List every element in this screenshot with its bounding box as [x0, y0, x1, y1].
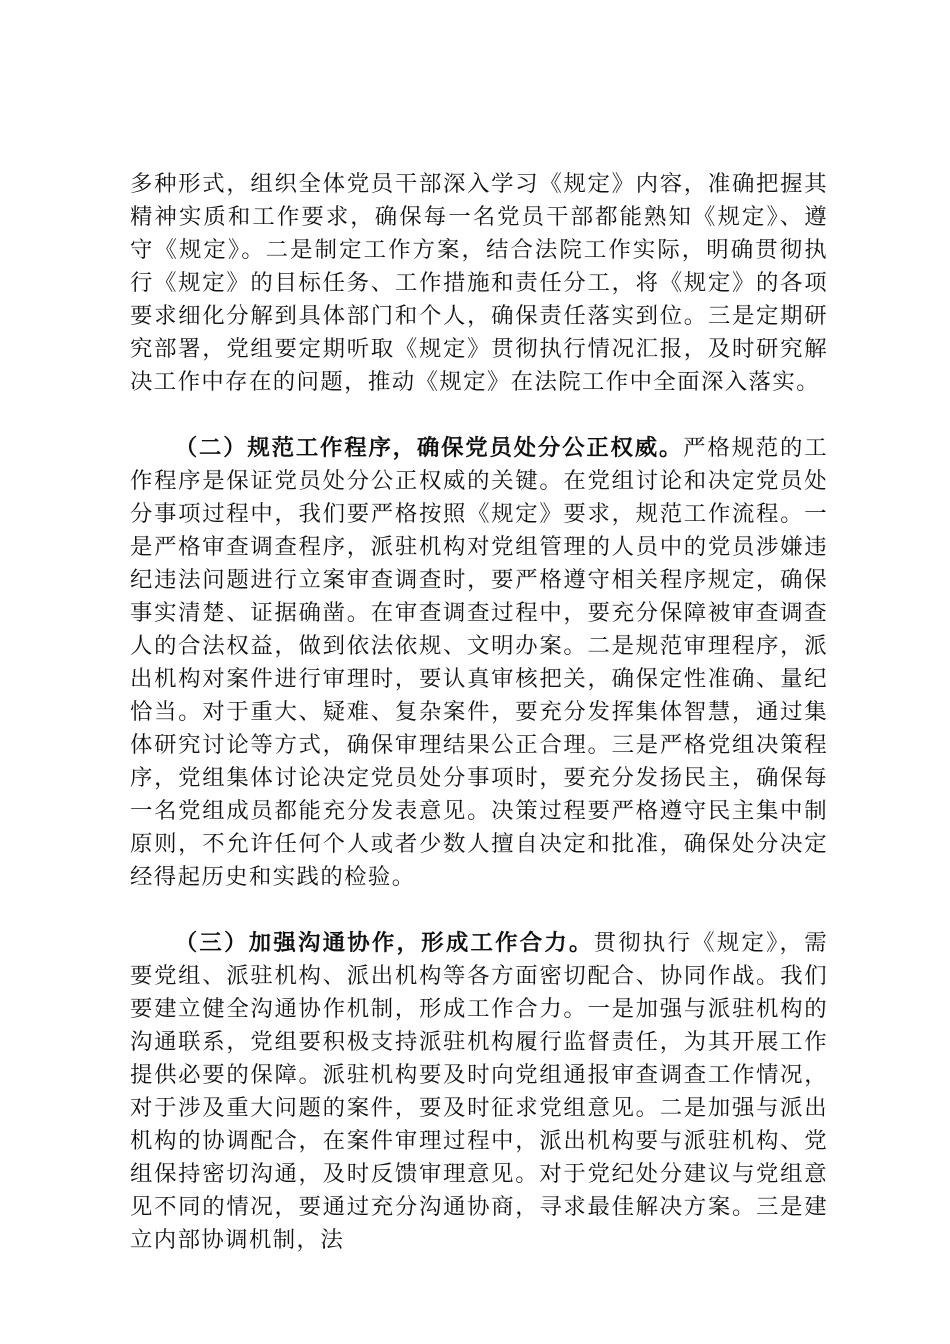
paragraph-1: [130, 168, 828, 399]
paragraph-1-body: 多种形式，组织全体党员干部深入学习《规定》内容，准确把握其精神实质和工作要求，确保每一名党员干部都能熟知《规定》、遵守《规定》。二是制定工作方案，结合法院工作实际，明确贯彻执行《规定》的目标任务、工作措施和责任分工，将《规定》的各项要求细化分解到具体部门和个人，确保责任落实到位。三是定期研究部署，党组要定期听取《规定》贯彻执行情况汇报，及时研究解决工作中存在的问题，推动《规定》在法院工作中全面深入落实。: [130, 171, 828, 395]
paragraph-3: [130, 927, 828, 1257]
paragraph-3-heading: （三）加强沟通协作，形成工作合力。: [174, 930, 594, 956]
paragraph-3-body: 贯彻执行《规定》，需要党组、派驻机构、派出机构等各方面密切配合、协同作战。我们要建立健全沟通协作机制，形成工作合力。一是加强与派驻机构的沟通联系，党组要积极支持派驻机构履行监督责任，为其开展工作提供必要的保障。派驻机构要及时向党组通报审查调查工作情况，对于涉及重大问题的案件，要及时征求党组意见。二是加强与派出机构的协调配合，在案件审理过程中，派出机构要与派驻机构、党组保持密切沟通，及时反馈审理意见。对于党纪处分建议与党组意见不同的情况，要通过充分沟通协商，寻求最佳解决方案。三是建立内部协调机制，法: [130, 930, 828, 1253]
paragraph-2-body: 严格规范的工作程序是保证党员处分公正权威的关键。在党组讨论和决定党员处分事项过程中，我们要严格按照《规定》要求，规范工作流程。一是严格审查调查程序，派驻机构对党组管理的人员中的党员涉嫌违纪违法问题进行立案审查调查时，要严格遵守相关程序规定，确保事实清楚、证据确凿。在审查调查过程中，要充分保障被审查调查人的合法权益，做到依法依规、文明办案。二是规范审理程序，派出机构对案件进行审理时，要认真审核把关，确保定性准确、量纪恰当。对于重大、疑难、复杂案件，要充分发挥集体智慧，通过集体研究讨论等方式，确保审理结果公正合理。三是严格党组决策程序，党组集体讨论决定党员处分事项时，要充分发扬民主，确保每一名党组成员都能充分发表意见。决策过程要严格遵守民主集中制原则，不允许任何个人或者少数人擅自决定和批准，确保处分决定经得起历史和实践的检验。: [130, 435, 829, 890]
paragraph-2: [130, 432, 828, 894]
paragraph-2-heading: （二）规范工作程序，确保党员处分公正权威。: [174, 435, 684, 461]
document-page: [130, 168, 828, 1257]
